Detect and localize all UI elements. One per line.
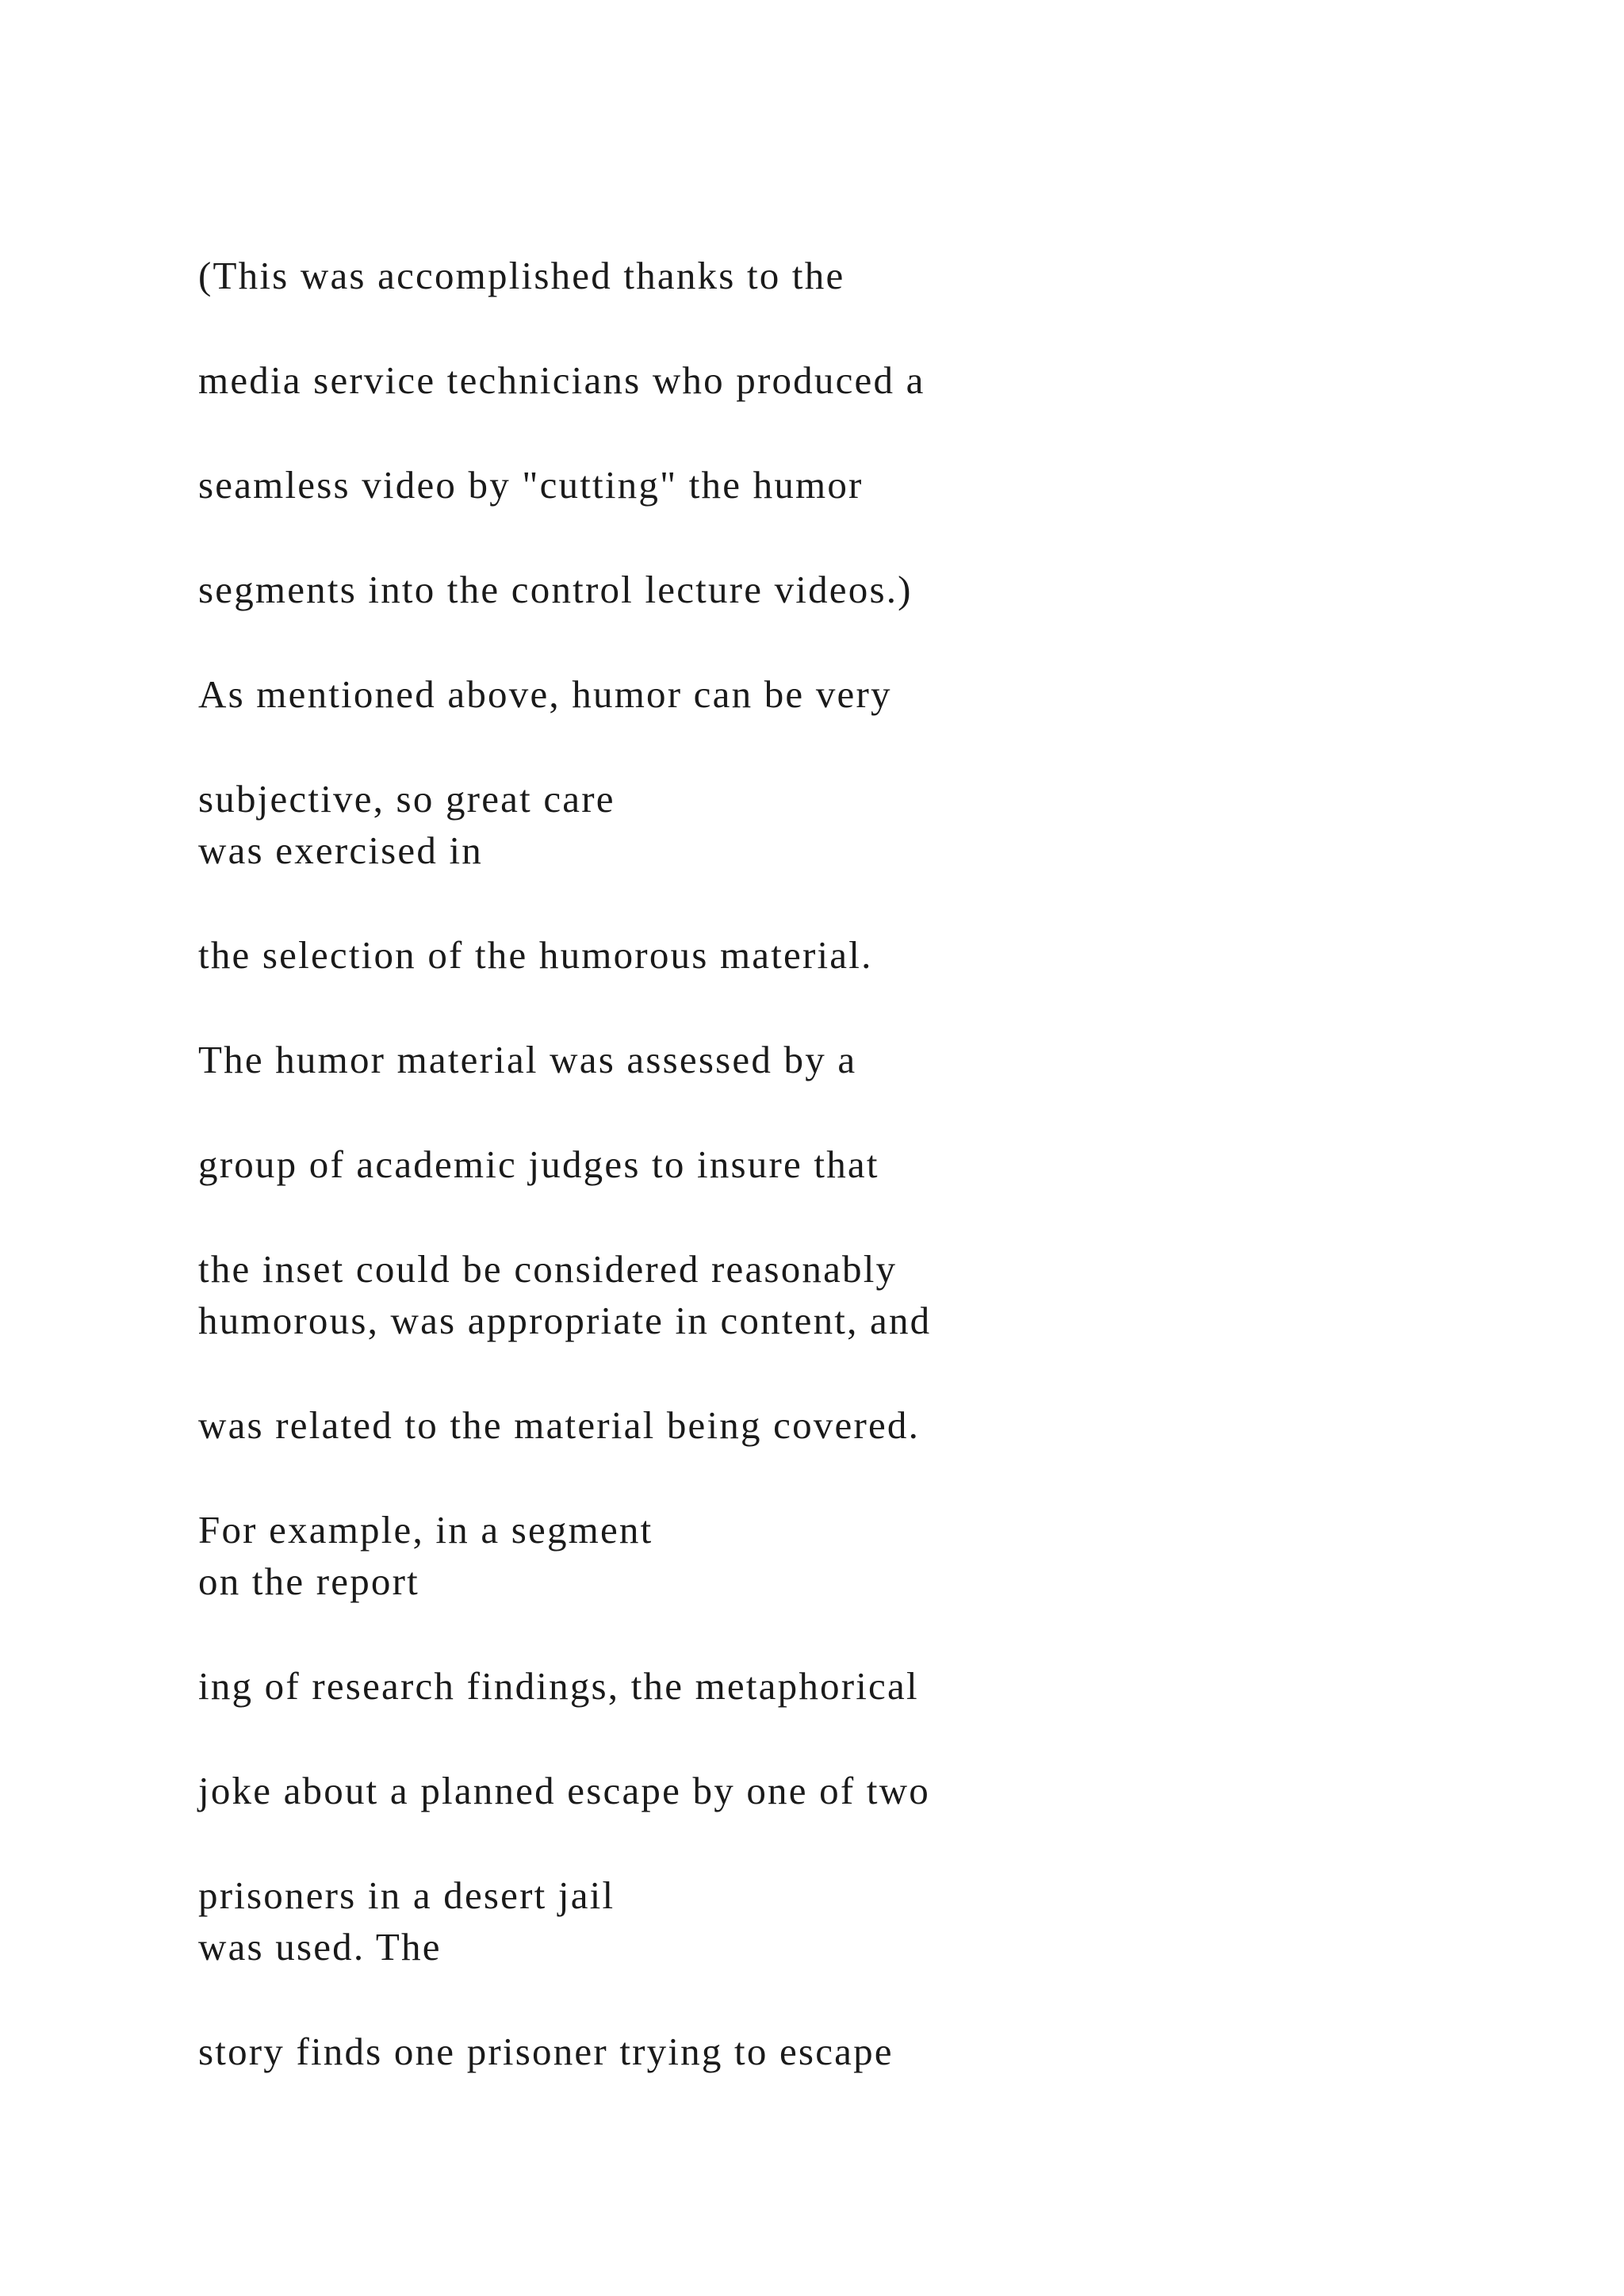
text-line: As mentioned above, humor can be very	[198, 672, 892, 716]
text-line: seamless video by "cutting" the humor	[198, 463, 864, 507]
text-line: (This was accomplished thanks to the	[198, 254, 845, 297]
text-line: was used. The	[198, 1925, 442, 1969]
text-line: was related to the material being covered.	[198, 1403, 921, 1447]
text-line: subjective, so great care	[198, 777, 615, 821]
text-line: segments into the control lecture videos.)	[198, 568, 913, 611]
text-line: story finds one prisoner trying to escape	[198, 2030, 894, 2073]
text-line: humorous, was appropriate in content, and	[198, 1299, 932, 1342]
text-line: media service technicians who produced a	[198, 358, 925, 402]
text-line: was exercised in	[198, 828, 484, 872]
text-line: the selection of the humorous material.	[198, 933, 873, 977]
text-line: joke about a planned escape by one of two	[198, 1769, 930, 1812]
text-line: prisoners in a desert jail	[198, 1873, 615, 1917]
text-line: group of academic judges to insure that	[198, 1142, 879, 1186]
text-line: The humor material was assessed by a	[198, 1038, 857, 1081]
text-line: on the report	[198, 1559, 419, 1603]
text-line: the inset could be considered reasonably	[198, 1247, 898, 1291]
text-line: ing of research findings, the metaphorical	[198, 1664, 919, 1708]
text-line: For example, in a segment	[198, 1508, 653, 1552]
